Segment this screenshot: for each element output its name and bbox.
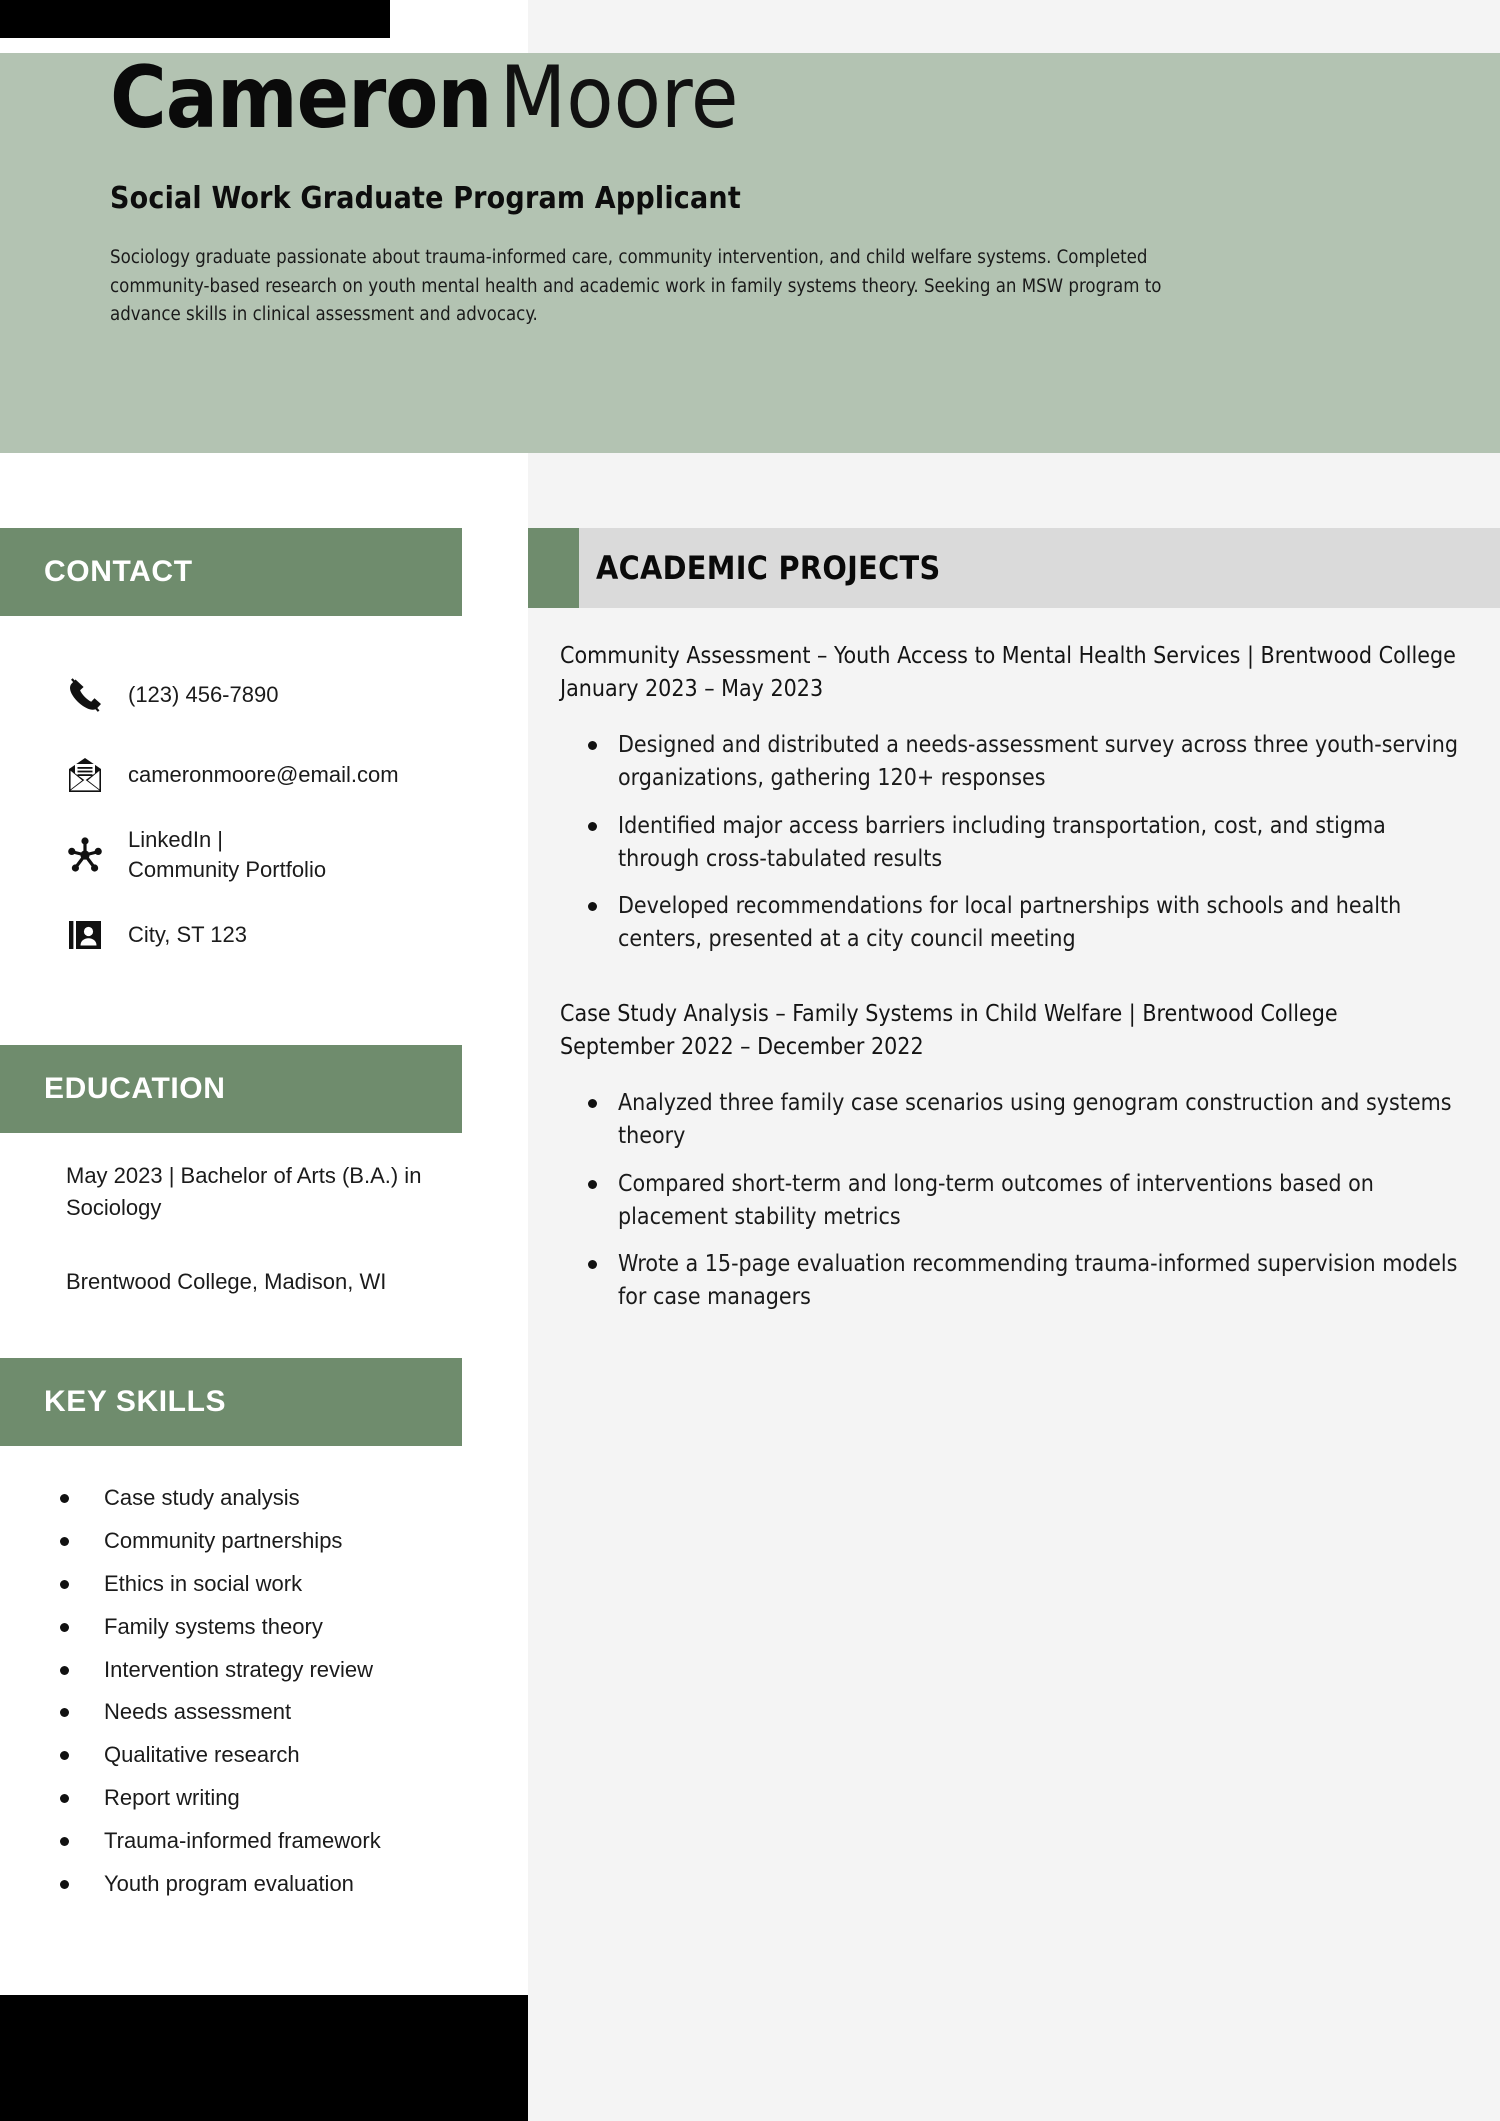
address-book-icon [64,914,106,956]
header-content [110,48,1350,330]
top-black-accent-bar [0,0,390,38]
list-item: Designed and distributed a needs-assessment survey across three youth-serving organizations, gathering 120+ responses [560,729,1470,795]
network-hub-icon [64,834,106,876]
first-name: Cameron [110,48,492,148]
envelope-icon [64,754,106,796]
education-section-title: EDUCATION [44,1072,226,1105]
page-title [110,48,1350,148]
project-bullets [560,1087,1470,1314]
project-entry [560,640,1470,956]
project-entry [560,998,1470,1314]
location-text: City, ST 123 [128,922,248,948]
project-dates: January 2023 – May 2023 [560,675,824,702]
email-address: cameronmoore@email.com [128,762,399,788]
skills-section-header [0,1358,462,1446]
skills-section-title: KEY SKILLS [44,1385,227,1418]
projects-list [560,640,1470,1356]
contact-section-title: CONTACT [44,555,193,588]
project-bullets [560,729,1470,956]
links-line-2: Community Portfolio [128,857,327,882]
contact-item-email[interactable] [0,745,500,805]
links-line-1: LinkedIn | [128,827,224,853]
academic-projects-header [528,528,1500,608]
list-item: Trauma-informed framework [60,1828,510,1854]
education-school: Brentwood College, Madison, WI [66,1268,387,1294]
list-item: Identified major access barriers including transportation, cost, and stigma through cross-tabulated results [560,810,1470,876]
contact-section-header [0,528,462,616]
project-dates: September 2022 – December 2022 [560,1033,924,1060]
education-section-header [0,1045,462,1133]
contact-item-location[interactable] [0,905,500,965]
list-item: Needs assessment [60,1699,510,1725]
list-item: Developed recommendations for local partnerships with schools and health centers, presented at a city council meeting [560,890,1470,956]
list-item: Compared short-term and long-term outcomes of interventions based on placement stability metrics [560,1168,1470,1234]
list-item: Intervention strategy review [60,1657,510,1683]
skills-list [60,1485,510,1914]
job-title: Social Work Graduate Program Applicant [110,181,741,216]
phone-icon [64,674,106,716]
list-item: Case study analysis [60,1485,510,1511]
bottom-black-accent-bar [0,1995,528,2121]
education-body [66,1160,486,1298]
education-degree: May 2023 | Bachelor of Arts (B.A.) in Sociology [66,1163,422,1220]
list-item: Ethics in social work [60,1571,510,1597]
list-item: Qualitative research [60,1742,510,1768]
list-item: Youth program evaluation [60,1871,510,1897]
project-title: Case Study Analysis – Family Systems in Child Welfare | Brentwood College [560,1000,1338,1027]
list-item: Family systems theory [60,1614,510,1640]
contact-item-phone[interactable] [0,665,500,725]
list-item: Wrote a 15-page evaluation recommending trauma-informed supervision models for case managers [560,1248,1470,1314]
section-accent-block [528,528,579,608]
project-title: Community Assessment – Youth Access to Mental Health Services | Brentwood College [560,643,1456,669]
links-text [128,825,326,884]
contact-list [0,665,500,985]
academic-projects-title: ACADEMIC PROJECTS [596,549,941,587]
list-item: Report writing [60,1785,510,1811]
list-item: Community partnerships [60,1528,510,1554]
list-item: Analyzed three family case scenarios using genogram construction and systems theory [560,1087,1470,1153]
phone-number: (123) 456-7890 [128,682,279,708]
professional-summary: Sociology graduate passionate about trauma-informed care, community intervention, and child welfare systems. Completed community-based research on youth mental health and academic work in family systems theory. Seeking an MSW program to advance skills in clinical assessment and advocacy. [110,247,1162,326]
contact-item-links[interactable] [0,825,500,885]
last-name: Moore [499,48,739,148]
